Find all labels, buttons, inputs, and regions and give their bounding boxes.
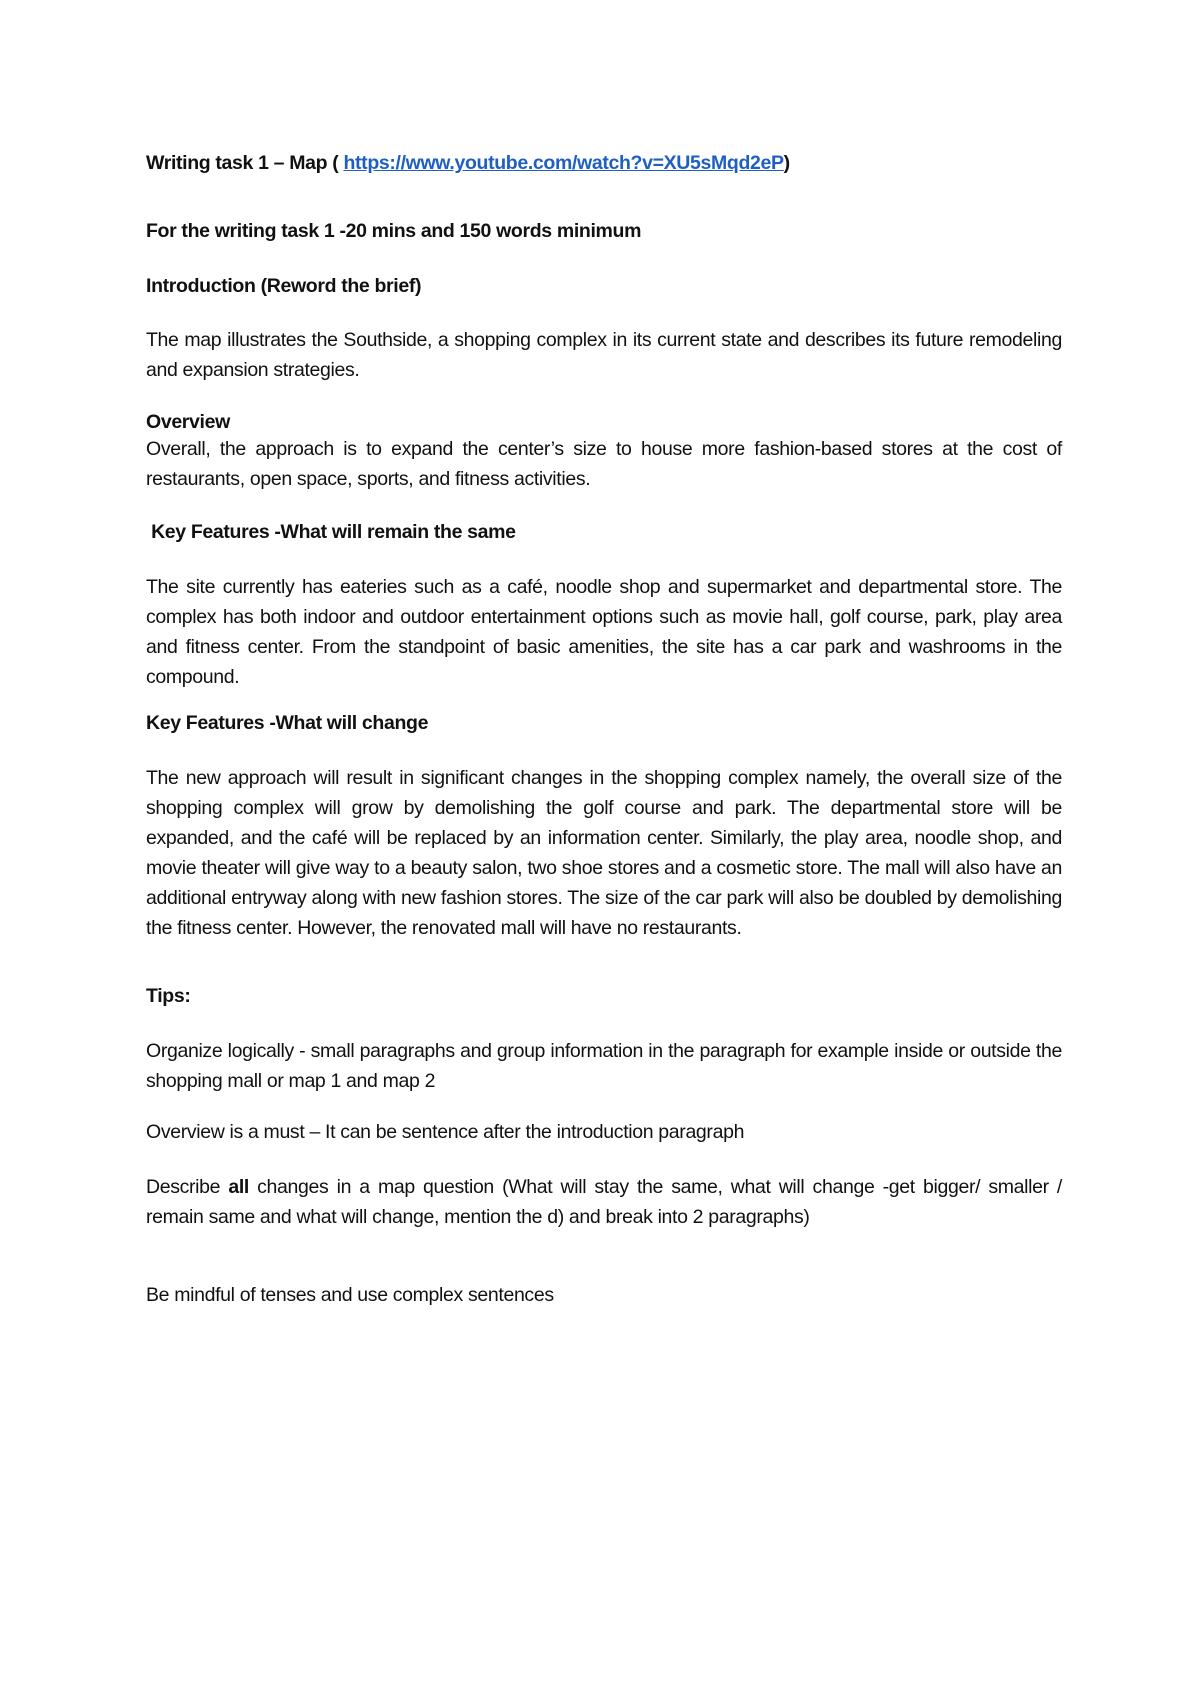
tip-describe-emphasis: all [228,1176,249,1198]
change-heading: Key Features -What will change [146,712,429,734]
youtube-link[interactable]: https://www.youtube.com/watch?v=XU5sMqd2eP [343,152,784,174]
document-title [146,148,1062,178]
intro-paragraph: The map illustrates the Southside, a shopping complex in its current state and describes its future remodeling and expansion strategies. [146,329,1062,381]
intro-heading: Introduction (Reword the brief) [146,275,422,297]
tip-describe-after: changes in a map question (What will stay the same, what will change -get bigger/ smaller / remain same and what will change, mention the d) and break into 2 paragraphs) [146,1176,1062,1228]
title-suffix: ) [783,152,790,174]
same-heading: Key Features -What will remain the same [146,521,516,543]
overview-heading: Overview [146,411,230,433]
tips-heading: Tips: [146,985,191,1007]
tip-tenses: Be mindful of tenses and use complex sentences [146,1284,554,1306]
tip-describe-before: Describe [146,1176,229,1198]
tip-overview: Overview is a must – It can be sentence after the introduction paragraph [146,1121,745,1143]
tip-describe [146,1172,1062,1232]
same-paragraph: The site currently has eateries such as a café, noodle shop and supermarket and departmental store. The complex has both indoor and outdoor entertainment options such as movie hall, golf course, park, play area and fitness center. From the standpoint of basic amenities, the site has a car park and washrooms in the compound. [146,576,1062,688]
title-prefix: Writing task 1 – Map ( [146,152,344,174]
task-requirements: For the writing task 1 -20 mins and 150 words minimum [146,220,642,242]
overview-paragraph: Overall, the approach is to expand the center’s size to house more fashion-based stores at the cost of restaurants, open space, sports, and fitness activities. [146,438,1062,490]
tip-organize: Organize logically - small paragraphs and group information in the paragraph for example inside or outside the shopping mall or map 1 and map 2 [146,1040,1062,1092]
change-paragraph: The new approach will result in significant changes in the shopping complex namely, the overall size of the shopping complex will grow by demolishing the golf course and park. The departmental store will be expanded, and the café will be replaced by an information center. Similarly, the play area, noodle shop, and movie theater will give way to a beauty salon, two shoe stores and a cosmetic store. The mall will also have an additional entryway along with new fashion stores. The size of the car park will also be doubled by demolishing the fitness center. However, the renovated mall will have no restaurants. [146,767,1062,939]
